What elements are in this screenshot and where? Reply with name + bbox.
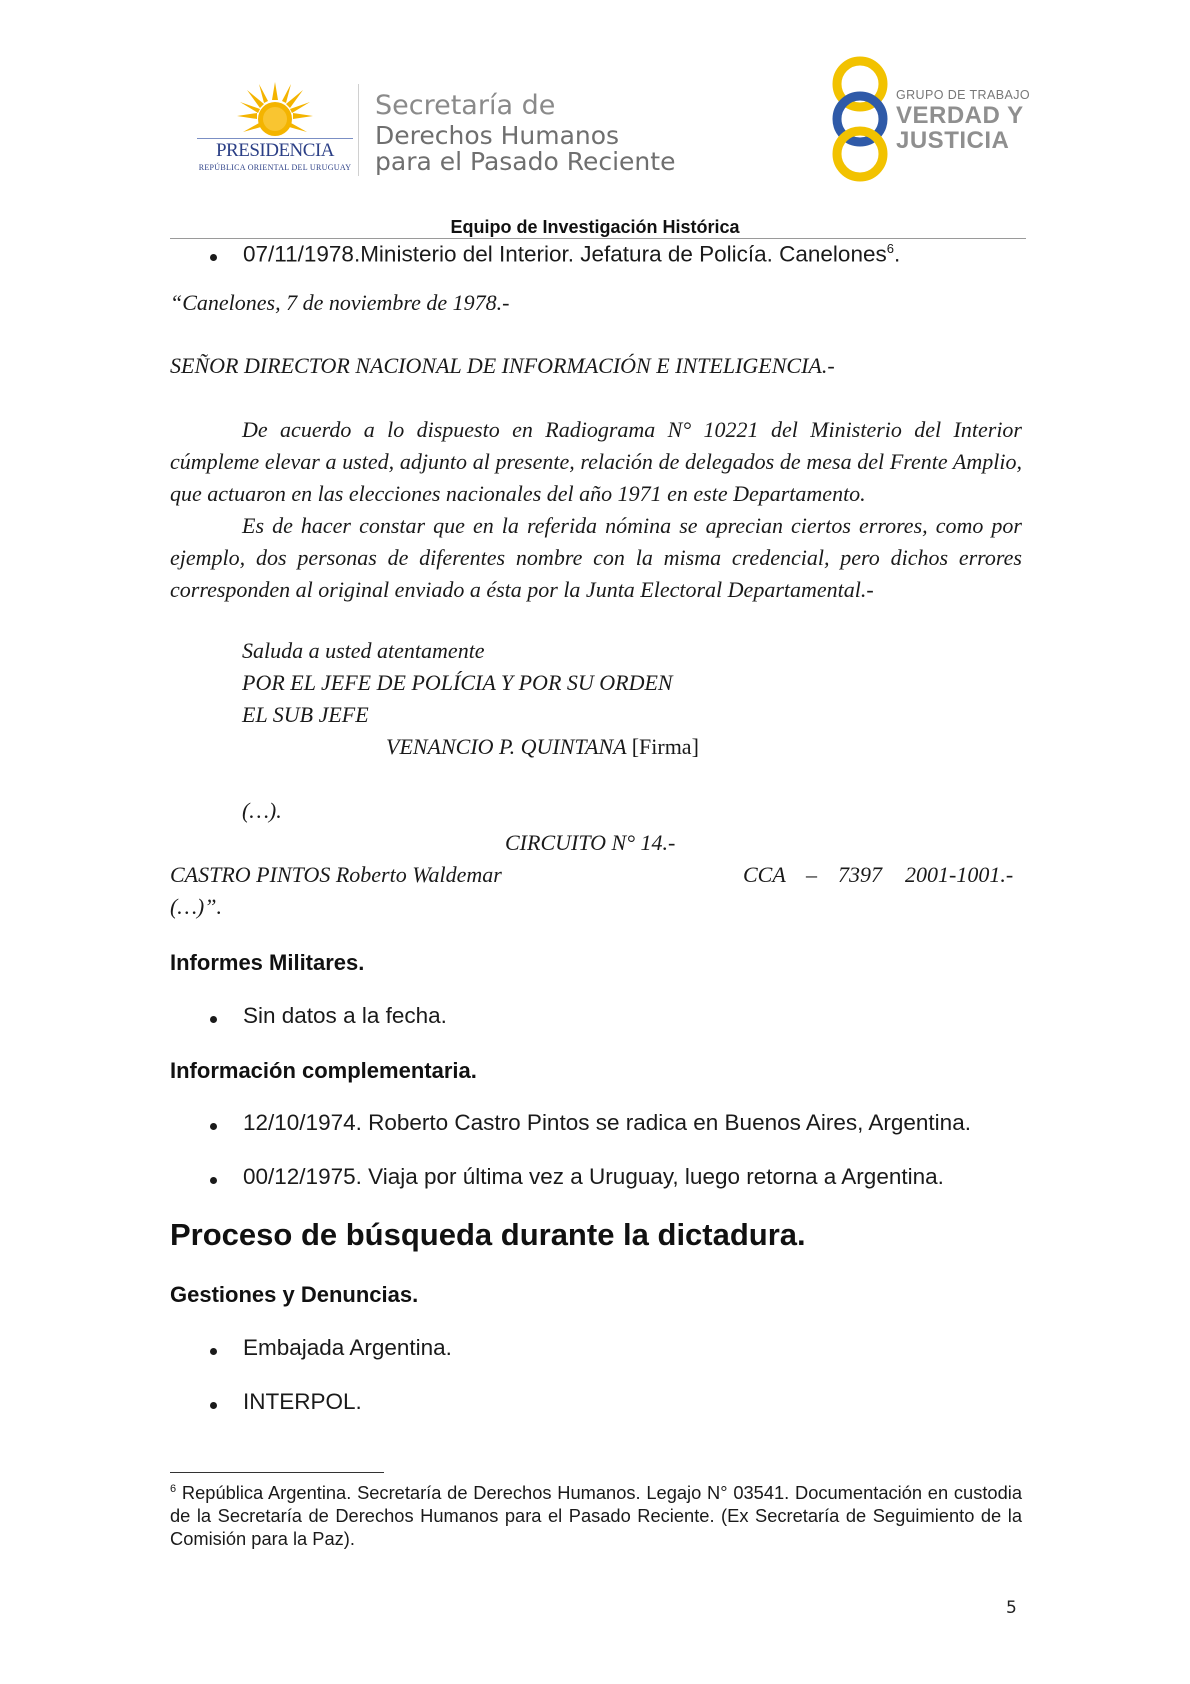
header-rule <box>170 238 1026 239</box>
informacion-complementaria-heading: Información complementaria. <box>170 1058 477 1083</box>
letter-ellipsis-1: (…). <box>242 798 282 823</box>
justicia-label: JUSTICIA <box>896 127 1010 154</box>
verdad-justicia-logo <box>822 56 1030 182</box>
list-item: 12/10/1974. Roberto Castro Pintos se radica en Buenos Aires, Argentina. <box>243 1110 971 1135</box>
presidencia-logo <box>195 82 355 178</box>
rings-icon <box>822 56 906 182</box>
footnote-ref[interactable]: 6 <box>886 241 894 256</box>
footnote-rule <box>170 1472 384 1473</box>
person-number-2: 2001-1001.- <box>905 862 1014 887</box>
gestiones-heading: Gestiones y Denuncias. <box>170 1282 419 1307</box>
letter-paragraph-2-text: Es de hacer constar que en la referida nómina se aprecian ciertos errores, como por ejemplo, dos personas de diferentes nombre con la misma credencial, pero dichos errores corresponden al original enviado a ésta por la Junta Electoral Departamental.- <box>170 513 1022 602</box>
footnote-text: República Argentina. Secretaría de Derechos Humanos. Legajo N° 03541. Documentación en custodia de la Secretaría de Derechos Humanos para el Pasado Reciente. (Ex Secretaría de Seguimiento de la Comisión para la Paz). <box>170 1482 1022 1550</box>
letter-dateline: “Canelones, 7 de noviembre de 1978.- <box>170 290 510 315</box>
list-item: Embajada Argentina. <box>243 1335 452 1360</box>
person-dash: – <box>806 862 817 887</box>
letter-addressee: SEÑOR DIRECTOR NACIONAL DE INFORMACIÓN E INTELIGENCIA.- <box>170 353 835 378</box>
letter-closing-1: Saluda a usted atentamente <box>242 638 485 663</box>
grupo-trabajo-label: GRUPO DE TRABAJO <box>896 88 1030 102</box>
sun-of-may-icon <box>237 82 313 142</box>
presidencia-rule <box>197 138 353 139</box>
verdad-label: VERDAD Y <box>896 102 1024 129</box>
letter-closing-3: EL SUB JEFE <box>242 702 369 727</box>
presidencia-wordmark: PRESIDENCIA <box>215 140 334 161</box>
entry-text: 07/11/1978.Ministerio del Interior. Jefatura de Policía. Canelones <box>243 241 887 267</box>
circuit-label: CIRCUITO N° 14.- <box>505 830 676 855</box>
secretaria-line-3: para el Pasado Reciente <box>375 147 676 176</box>
presidencia-subtitle: REPÚBLICA ORIENTAL DEL URUGUAY <box>198 163 352 172</box>
letter-signature <box>386 734 699 760</box>
list-item: Sin datos a la fecha. <box>243 1003 447 1028</box>
informes-militares-heading: Informes Militares. <box>170 950 365 975</box>
list-item: 00/12/1975. Viaja por última vez a Uruguay, luego retorna a Argentina. <box>243 1164 944 1189</box>
secretaria-line-1: Secretaría de <box>375 90 556 121</box>
person-name: CASTRO PINTOS Roberto Waldemar <box>170 862 502 887</box>
list-item: INTERPOL. <box>243 1389 362 1414</box>
person-cca: CCA <box>743 862 786 887</box>
letter-paragraph-1-text: De acuerdo a lo dispuesto en Radiograma N° 10221 del Ministerio del Interior cúmpleme elevar a usted, adjunto al presente, relación de delegados de mesa del Frente Amplio, que actuaron en las elecciones nacionales del año 1971 en este Departamento. <box>170 417 1022 506</box>
header-divider <box>358 84 359 176</box>
signature-note: [Firma] <box>631 734 699 759</box>
bullet-icon <box>210 1016 217 1023</box>
signer-name: VENANCIO P. QUINTANA <box>386 734 627 759</box>
page-number: 5 <box>1006 1598 1017 1618</box>
letter-closing-2: POR EL JEFE DE POLÍCIA Y POR SU ORDEN <box>242 670 673 695</box>
entry-item <box>243 241 900 268</box>
bullet-icon <box>210 1177 217 1184</box>
footnote-number: 6 <box>170 1483 177 1495</box>
bullet-icon <box>210 254 217 261</box>
entry-end: . <box>893 241 901 267</box>
proceso-heading: Proceso de búsqueda durante la dictadura. <box>170 1217 806 1252</box>
secretaria-line-2: Derechos Humanos <box>375 121 620 150</box>
letter-paragraph-2 <box>170 510 1022 606</box>
letter-paragraph-1 <box>170 414 1022 510</box>
bullet-icon <box>210 1123 217 1130</box>
person-number-1: 7397 <box>838 862 882 887</box>
bullet-icon <box>210 1348 217 1355</box>
letter-ellipsis-2: (…)”. <box>170 894 222 919</box>
team-title: Equipo de Investigación Histórica <box>450 217 740 237</box>
bullet-icon <box>210 1402 217 1409</box>
footnote <box>170 1478 1022 1550</box>
